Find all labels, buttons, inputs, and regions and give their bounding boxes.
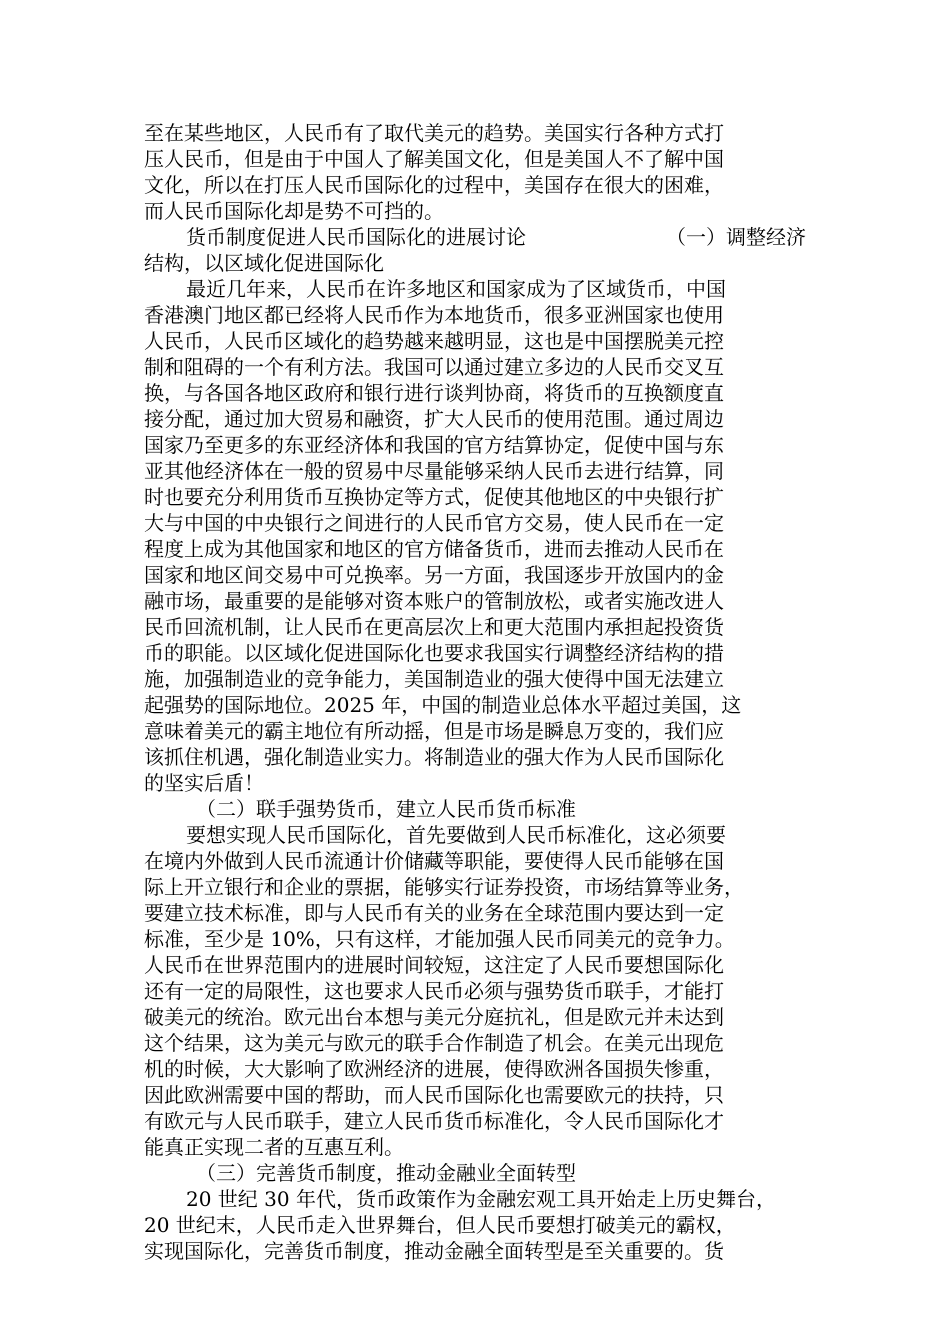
subsection-heading: （三）完善货币制度，推动金融业全面转型 bbox=[196, 1161, 576, 1185]
document-page bbox=[144, 120, 806, 1264]
text-line: 破美元的统治。欧元出台本想与美元分庭抗礼，但是欧元并未达到 bbox=[144, 1005, 724, 1029]
text-line: 压人民币，但是由于中国人了解美国文化，但是美国人不了解中国 bbox=[144, 147, 724, 171]
text-line: 意味着美元的霸主地位有所动摇，但是市场是瞬息万变的，我们应 bbox=[144, 719, 724, 743]
text-line: 的坚实后盾！ bbox=[144, 771, 264, 795]
text-line: 标准，至少是 10%，只有这样，才能加强人民币同美元的竞争力。 bbox=[144, 927, 735, 951]
text-line: 人民币在世界范围内的进展时间较短，这注定了人民币要想国际化 bbox=[144, 953, 724, 977]
text-line: 时也要充分利用货币互换协定等方式，促使其他地区的中央银行扩 bbox=[144, 485, 724, 509]
paragraph-start-line: 要想实现人民币国际化，首先要做到人民币标准化，这必须要 bbox=[186, 823, 726, 847]
text-line: 机的时候，大大影响了欧洲经济的进展，使得欧洲各国损失惨重， bbox=[144, 1057, 724, 1081]
text-line: 民币回流机制，让人民币在更高层次上和更大范围内承担起投资货 bbox=[144, 615, 724, 639]
text-line: 20 世纪末，人民币走入世界舞台，但人民币要想打破美元的霸权， bbox=[144, 1213, 736, 1237]
text-line: 人民币，人民币区域化的趋势越来越明显，这也是中国摆脱美元控 bbox=[144, 329, 724, 353]
text-line: 在境内外做到人民币流通计价储藏等职能，要使得人民币能够在国 bbox=[144, 849, 724, 873]
text-line: 国家乃至更多的东亚经济体和我国的官方结算协定，促使中国与东 bbox=[144, 433, 724, 457]
text-line: 实现国际化，完善货币制度，推动金融全面转型是至关重要的。货 bbox=[144, 1239, 724, 1263]
text-line: 起强势的国际地位。2025 年，中国的制造业总体水平超过美国，这 bbox=[144, 693, 742, 717]
text-line: 换，与各国各地区政府和银行进行谈判协商，将货币的互换额度直 bbox=[144, 381, 724, 405]
paragraph-start-line: 20 世纪 30 年代，货币政策作为金融宏观工具开始走上历史舞台， bbox=[186, 1187, 776, 1211]
text-line: 接分配，通过加大贸易和融资，扩大人民币的使用范围。通过周边 bbox=[144, 407, 724, 431]
text-line: 有欧元与人民币联手，建立人民币货币标准化，令人民币国际化才 bbox=[144, 1109, 724, 1133]
paragraph-start-line: 最近几年来，人民币在许多地区和国家成为了区域货币，中国 bbox=[186, 277, 726, 301]
text-line: 大与中国的中央银行之间进行的人民币官方交易，使人民币在一定 bbox=[144, 511, 724, 535]
subsection-heading-start: （一）调整经济 bbox=[666, 225, 806, 249]
text-line: 香港澳门地区都已经将人民币作为本地货币，很多亚洲国家也使用 bbox=[144, 303, 724, 327]
text-line: 至在某些地区，人民币有了取代美元的趋势。美国实行各种方式打 bbox=[144, 121, 724, 145]
text-line: 能真正实现二者的互惠互利。 bbox=[144, 1135, 404, 1159]
text-line: 程度上成为其他国家和地区的官方储备货币，进而去推动人民币在 bbox=[144, 537, 724, 561]
text-line: 制和阻碍的一个有利方法。我国可以通过建立多边的人民币交叉互 bbox=[144, 355, 724, 379]
subsection-heading: （二）联手强势货币，建立人民币货币标准 bbox=[196, 797, 576, 821]
text-line: 币的职能。以区域化促进国际化也要求我国实行调整经济结构的措 bbox=[144, 641, 724, 665]
text-line: 国家和地区间交易中可兑换率。另一方面，我国逐步开放国内的金 bbox=[144, 563, 724, 587]
section-title: 货币制度促进人民币国际化的进展讨论 bbox=[186, 225, 526, 249]
text-line: 因此欧洲需要中国的帮助，而人民币国际化也需要欧元的扶持，只 bbox=[144, 1083, 724, 1107]
text-line: 亚其他经济体在一般的贸易中尽量能够采纳人民币去进行结算，同 bbox=[144, 459, 724, 483]
text-line: 而人民币国际化却是势不可挡的。 bbox=[144, 199, 444, 223]
text-line: 文化，所以在打压人民币国际化的过程中，美国存在很大的困难， bbox=[144, 173, 724, 197]
text-line: 融市场，最重要的是能够对资本账户的管制放松，或者实施改进人 bbox=[144, 589, 724, 613]
text-line: 要建立技术标准，即与人民币有关的业务在全球范围内要达到一定 bbox=[144, 901, 724, 925]
text-line: 该抓住机遇，强化制造业实力。将制造业的强大作为人民币国际化 bbox=[144, 745, 724, 769]
section-heading-line bbox=[144, 224, 806, 250]
text-line: 施，加强制造业的竞争能力，美国制造业的强大使得中国无法建立 bbox=[144, 667, 724, 691]
text-line: 这个结果，这为美元与欧元的联手合作制造了机会。在美元出现危 bbox=[144, 1031, 724, 1055]
text-line: 际上开立银行和企业的票据，能够实行证券投资，市场结算等业务， bbox=[144, 875, 744, 899]
subsection-heading-end: 结构，以区域化促进国际化 bbox=[144, 251, 384, 275]
text-line: 还有一定的局限性，这也要求人民币必须与强势货币联手，才能打 bbox=[144, 979, 724, 1003]
